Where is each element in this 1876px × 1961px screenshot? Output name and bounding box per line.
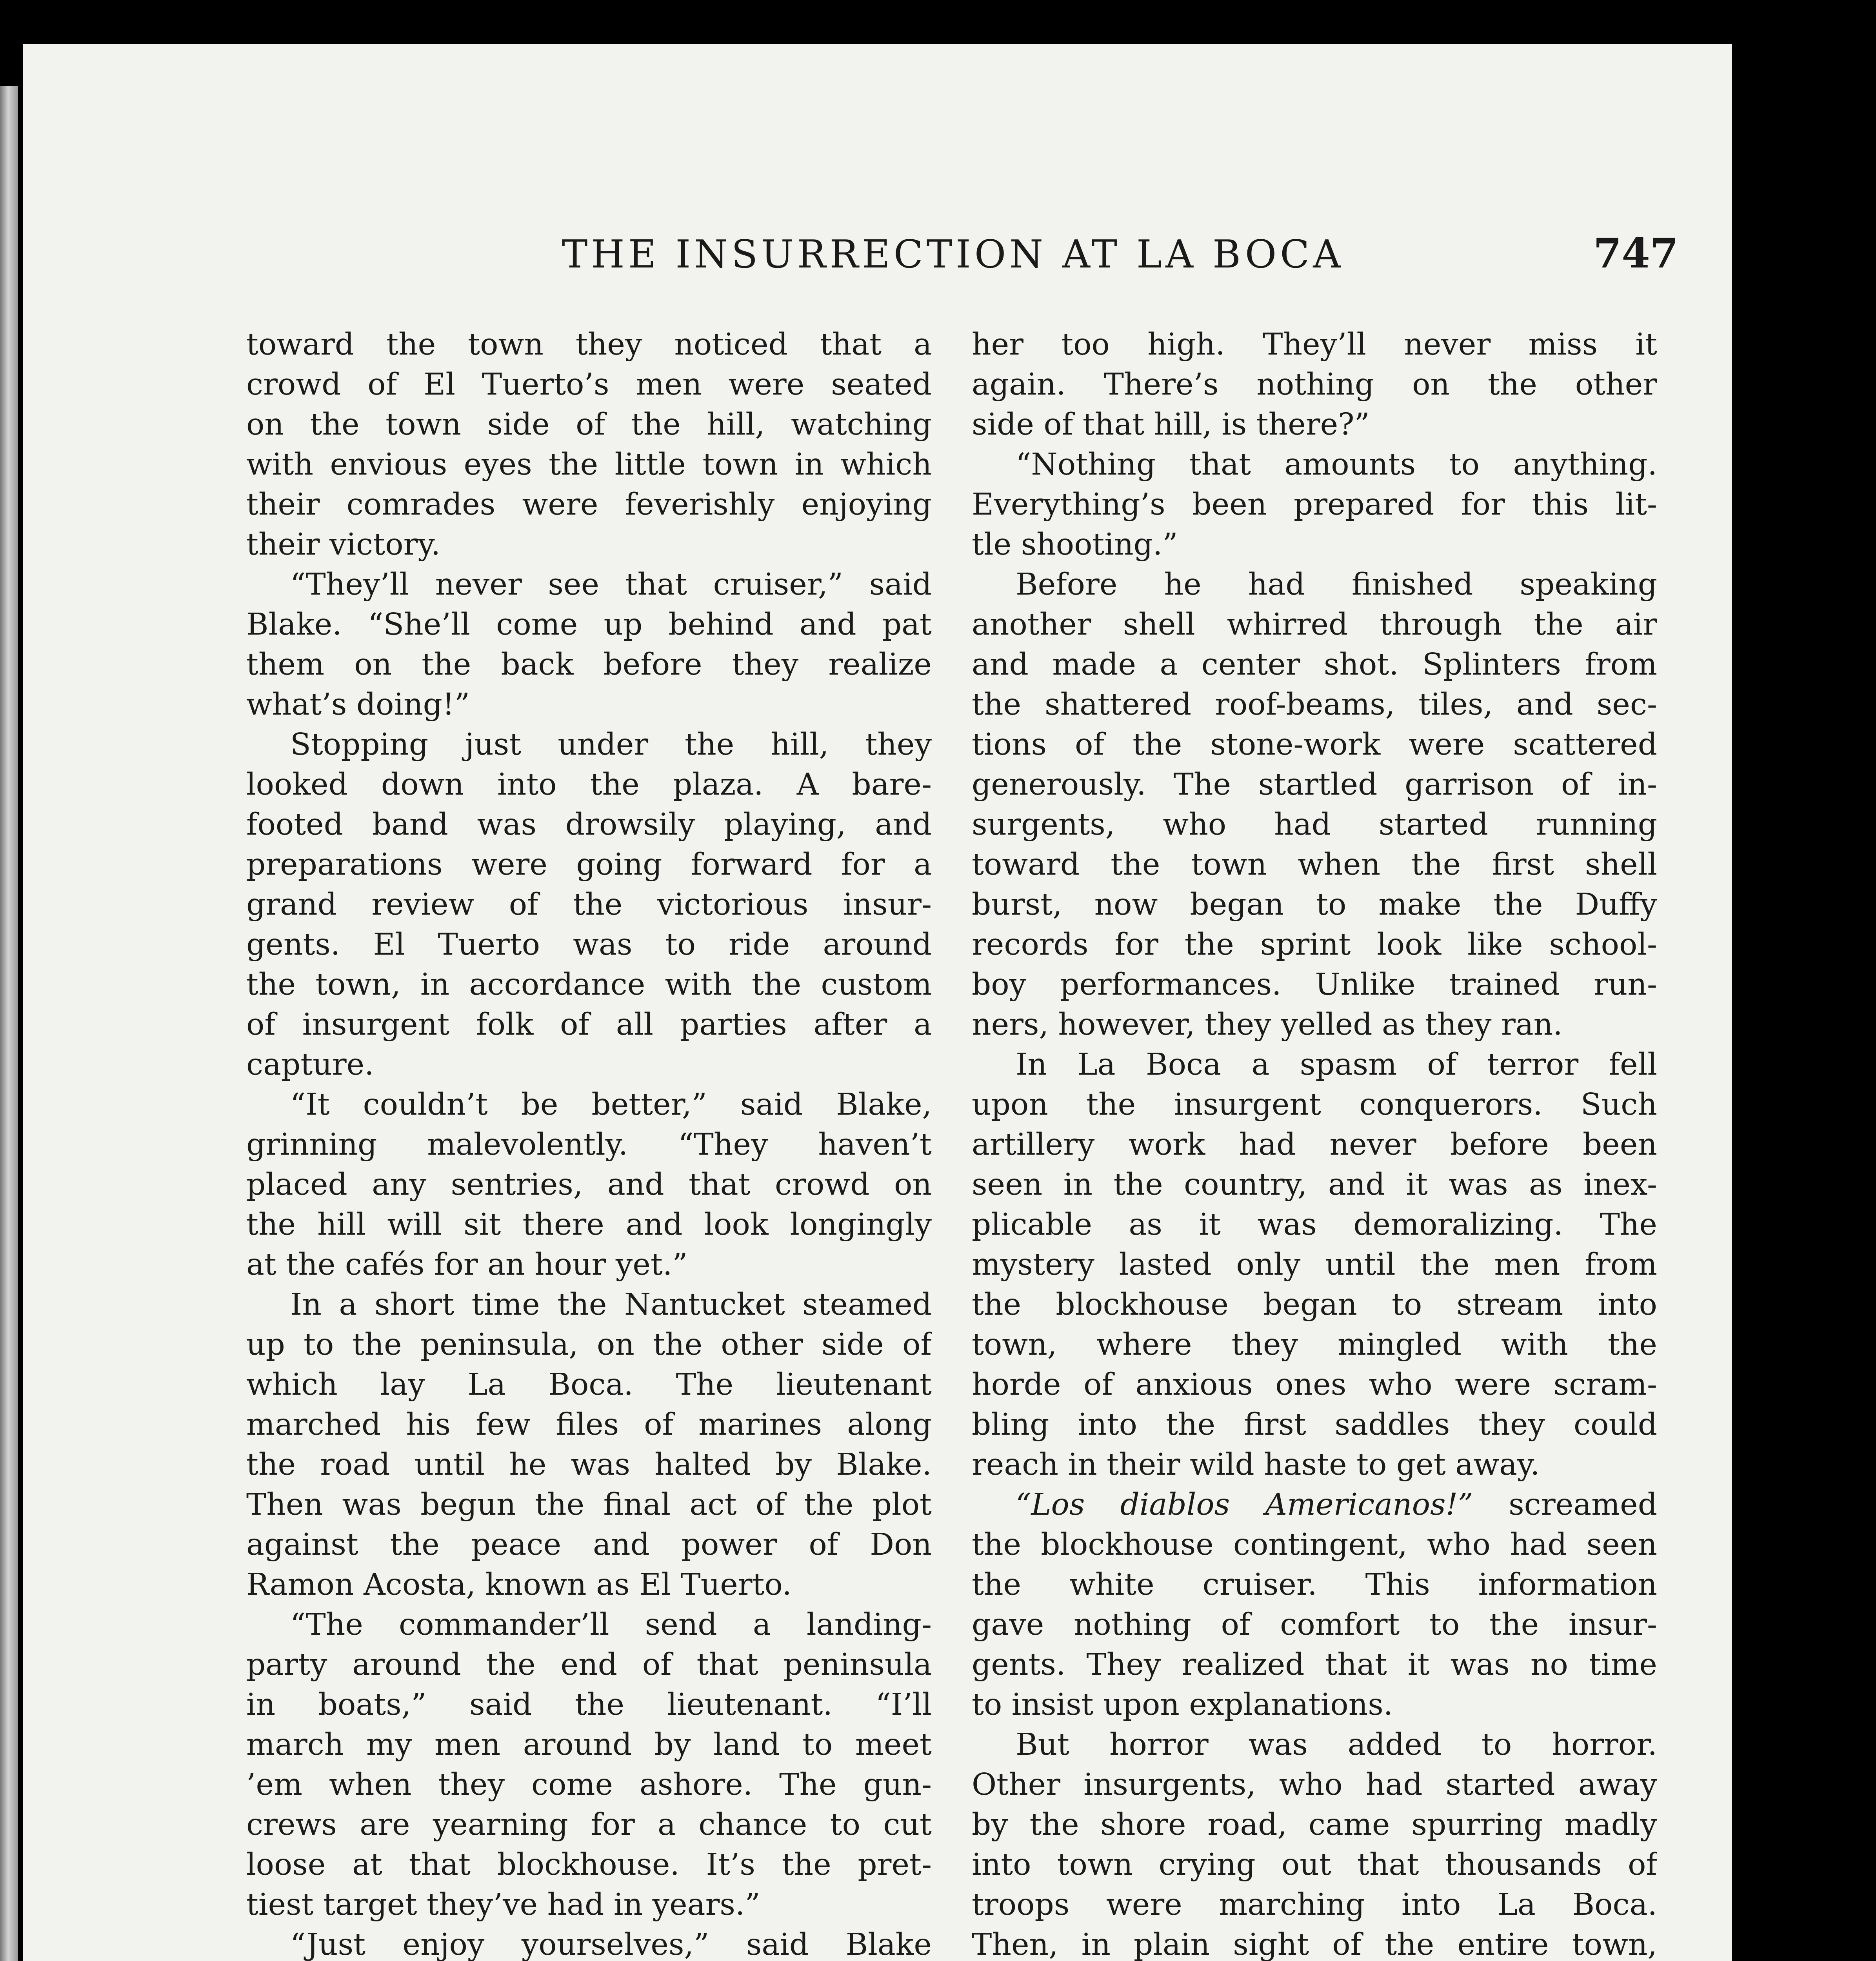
text-line: ners, however, they yelled as they ran. xyxy=(972,1007,1563,1042)
text-line: placed any sentries, and that crowd on xyxy=(246,1167,932,1202)
text-line: the shattered roof-beams, tiles, and sec- xyxy=(972,687,1657,722)
text-line: ’em when they come ashore. The gun- xyxy=(246,1767,932,1802)
text-line: crews are yearning for a chance to cut xyxy=(246,1807,932,1842)
text-line: “It couldn’t be better,” said Blake, xyxy=(290,1087,932,1122)
text-line: the white cruiser. This information xyxy=(972,1567,1657,1602)
text-line: “They’ll never see that cruiser,” said xyxy=(290,567,932,602)
text-line: their comrades were feverishly enjoying xyxy=(246,487,932,522)
facing-page-edge xyxy=(0,86,18,1961)
text-line: to insist upon explanations. xyxy=(972,1687,1393,1722)
text-line: reach in their wild haste to get away. xyxy=(972,1447,1540,1482)
text-line: seen in the country, and it was as inex- xyxy=(972,1167,1657,1202)
text-line: grinning malevolently. “They haven’t xyxy=(246,1127,932,1162)
text-line: preparations were going forward for a xyxy=(246,847,932,882)
text-line: tions of the stone-work were scattered xyxy=(972,727,1657,762)
text-line: their victory. xyxy=(246,527,441,562)
text-line: Before he had finished speaking xyxy=(1016,567,1657,602)
text-line: toward the town when the first shell xyxy=(972,847,1657,882)
text-line: gents. They realized that it was no time xyxy=(972,1647,1657,1682)
text-line: town, where they mingled with the xyxy=(972,1327,1657,1362)
text-line: mystery lasted only until the men from xyxy=(972,1247,1657,1282)
text-line: the hill will sit there and look longingly xyxy=(246,1207,932,1242)
text-line: another shell whirred through the air xyxy=(972,607,1657,642)
text-line: boy performances. Unlike trained run- xyxy=(972,967,1657,1002)
text-line: side of that hill, is there?” xyxy=(972,407,1370,442)
text-line: gave nothing of comfort to the insur- xyxy=(972,1607,1657,1642)
text-line: the road until he was halted by Blake. xyxy=(246,1447,932,1482)
text-line: footed band was drowsily playing, and xyxy=(246,807,932,842)
text-line: and made a center shot. Splinters from xyxy=(972,647,1657,682)
page-number: 747 xyxy=(1593,229,1679,277)
text-line: of insurgent folk of all parties after a xyxy=(246,1007,932,1042)
text-line: Other insurgents, who had started away xyxy=(972,1767,1657,1802)
text-line: marched his few files of marines along xyxy=(246,1407,932,1442)
text-line: “Nothing that amounts to anything. xyxy=(1016,447,1657,482)
text-line: horde of anxious ones who were scram- xyxy=(972,1367,1657,1402)
text-line: into town crying out that thousands of xyxy=(972,1847,1657,1882)
text-line: at the cafés for an hour yet.” xyxy=(246,1247,688,1282)
text-line: bling into the first saddles they could xyxy=(972,1407,1657,1442)
text-line: Blake. “She’ll come up behind and pat xyxy=(246,607,932,642)
italic-phrase: “Los diablos Americanos!” xyxy=(1016,1487,1473,1522)
text-line: records for the sprint look like school- xyxy=(972,927,1657,962)
text-line: toward the town they noticed that a xyxy=(246,327,932,362)
text-line: Everything’s been prepared for this lit- xyxy=(972,487,1657,522)
text-line: march my men around by land to meet xyxy=(246,1727,932,1762)
text-line: against the peace and power of Don xyxy=(246,1527,932,1562)
text-line: loose at that blockhouse. It’s the pret- xyxy=(246,1847,932,1882)
text-line: again. There’s nothing on the other xyxy=(972,367,1657,402)
text-line: the blockhouse contingent, who had seen xyxy=(972,1527,1657,1562)
running-title: THE INSURRECTION AT LA BOCA xyxy=(562,232,1344,277)
text-line: crowd of El Tuerto’s men were seated xyxy=(246,367,932,402)
text-line: in boats,” said the lieutenant. “I’ll xyxy=(246,1687,932,1722)
text-line: party around the end of that peninsula xyxy=(246,1647,932,1682)
text-line: surgents, who had started running xyxy=(972,807,1657,842)
text-line: artillery work had never before been xyxy=(972,1127,1657,1162)
text-line: on the town side of the hill, watching xyxy=(246,407,932,442)
text-line: In La Boca a spasm of terror fell xyxy=(1016,1047,1657,1082)
text-line: But horror was added to horror. xyxy=(1016,1727,1657,1762)
text-line: “Los diablos Americanos!” screamed xyxy=(1016,1487,1657,1522)
text-line: Stopping just under the hill, they xyxy=(290,727,932,762)
text-line: looked down into the plaza. A bare- xyxy=(246,767,932,802)
text-line: them on the back before they realize xyxy=(246,647,932,682)
text-line: burst, now began to make the Duffy xyxy=(972,887,1657,922)
text-line: plicable as it was demoralizing. The xyxy=(972,1207,1657,1242)
text-line: the town, in accordance with the custom xyxy=(246,967,932,1002)
text-line: up to the peninsula, on the other side of xyxy=(246,1327,932,1362)
text-line: grand review of the victorious insur- xyxy=(246,887,932,922)
text-line: with envious eyes the little town in which xyxy=(246,447,932,482)
text-line: Then was begun the final act of the plot xyxy=(246,1487,932,1522)
text-line: generously. The startled garrison of in- xyxy=(972,767,1657,802)
text-line: tiest target they’ve had in years.” xyxy=(246,1887,760,1922)
text-line: her too high. They’ll never miss it xyxy=(972,327,1657,362)
text-line: upon the insurgent conquerors. Such xyxy=(972,1087,1657,1122)
text-line: Then, in plain sight of the entire town, xyxy=(972,1927,1657,1961)
text-line: gents. El Tuerto was to ride around xyxy=(246,927,932,962)
text-line: which lay La Boca. The lieutenant xyxy=(246,1367,932,1402)
text-line: Ramon Acosta, known as El Tuerto. xyxy=(246,1567,792,1602)
text-line: the blockhouse began to stream into xyxy=(972,1287,1657,1322)
text-column-left xyxy=(246,325,932,1961)
text-line: troops were marching into La Boca. xyxy=(972,1887,1657,1922)
text-column-right xyxy=(972,325,1657,1961)
text-line: “Just enjoy yourselves,” said Blake xyxy=(290,1927,932,1961)
text-line: by the shore road, came spurring madly xyxy=(972,1807,1657,1842)
text-line: In a short time the Nantucket steamed xyxy=(290,1287,932,1322)
text-line: what’s doing!” xyxy=(246,687,470,722)
text-line: “The commander’ll send a landing- xyxy=(290,1607,932,1642)
text-line: tle shooting.” xyxy=(972,527,1178,562)
text-line: capture. xyxy=(246,1047,374,1082)
